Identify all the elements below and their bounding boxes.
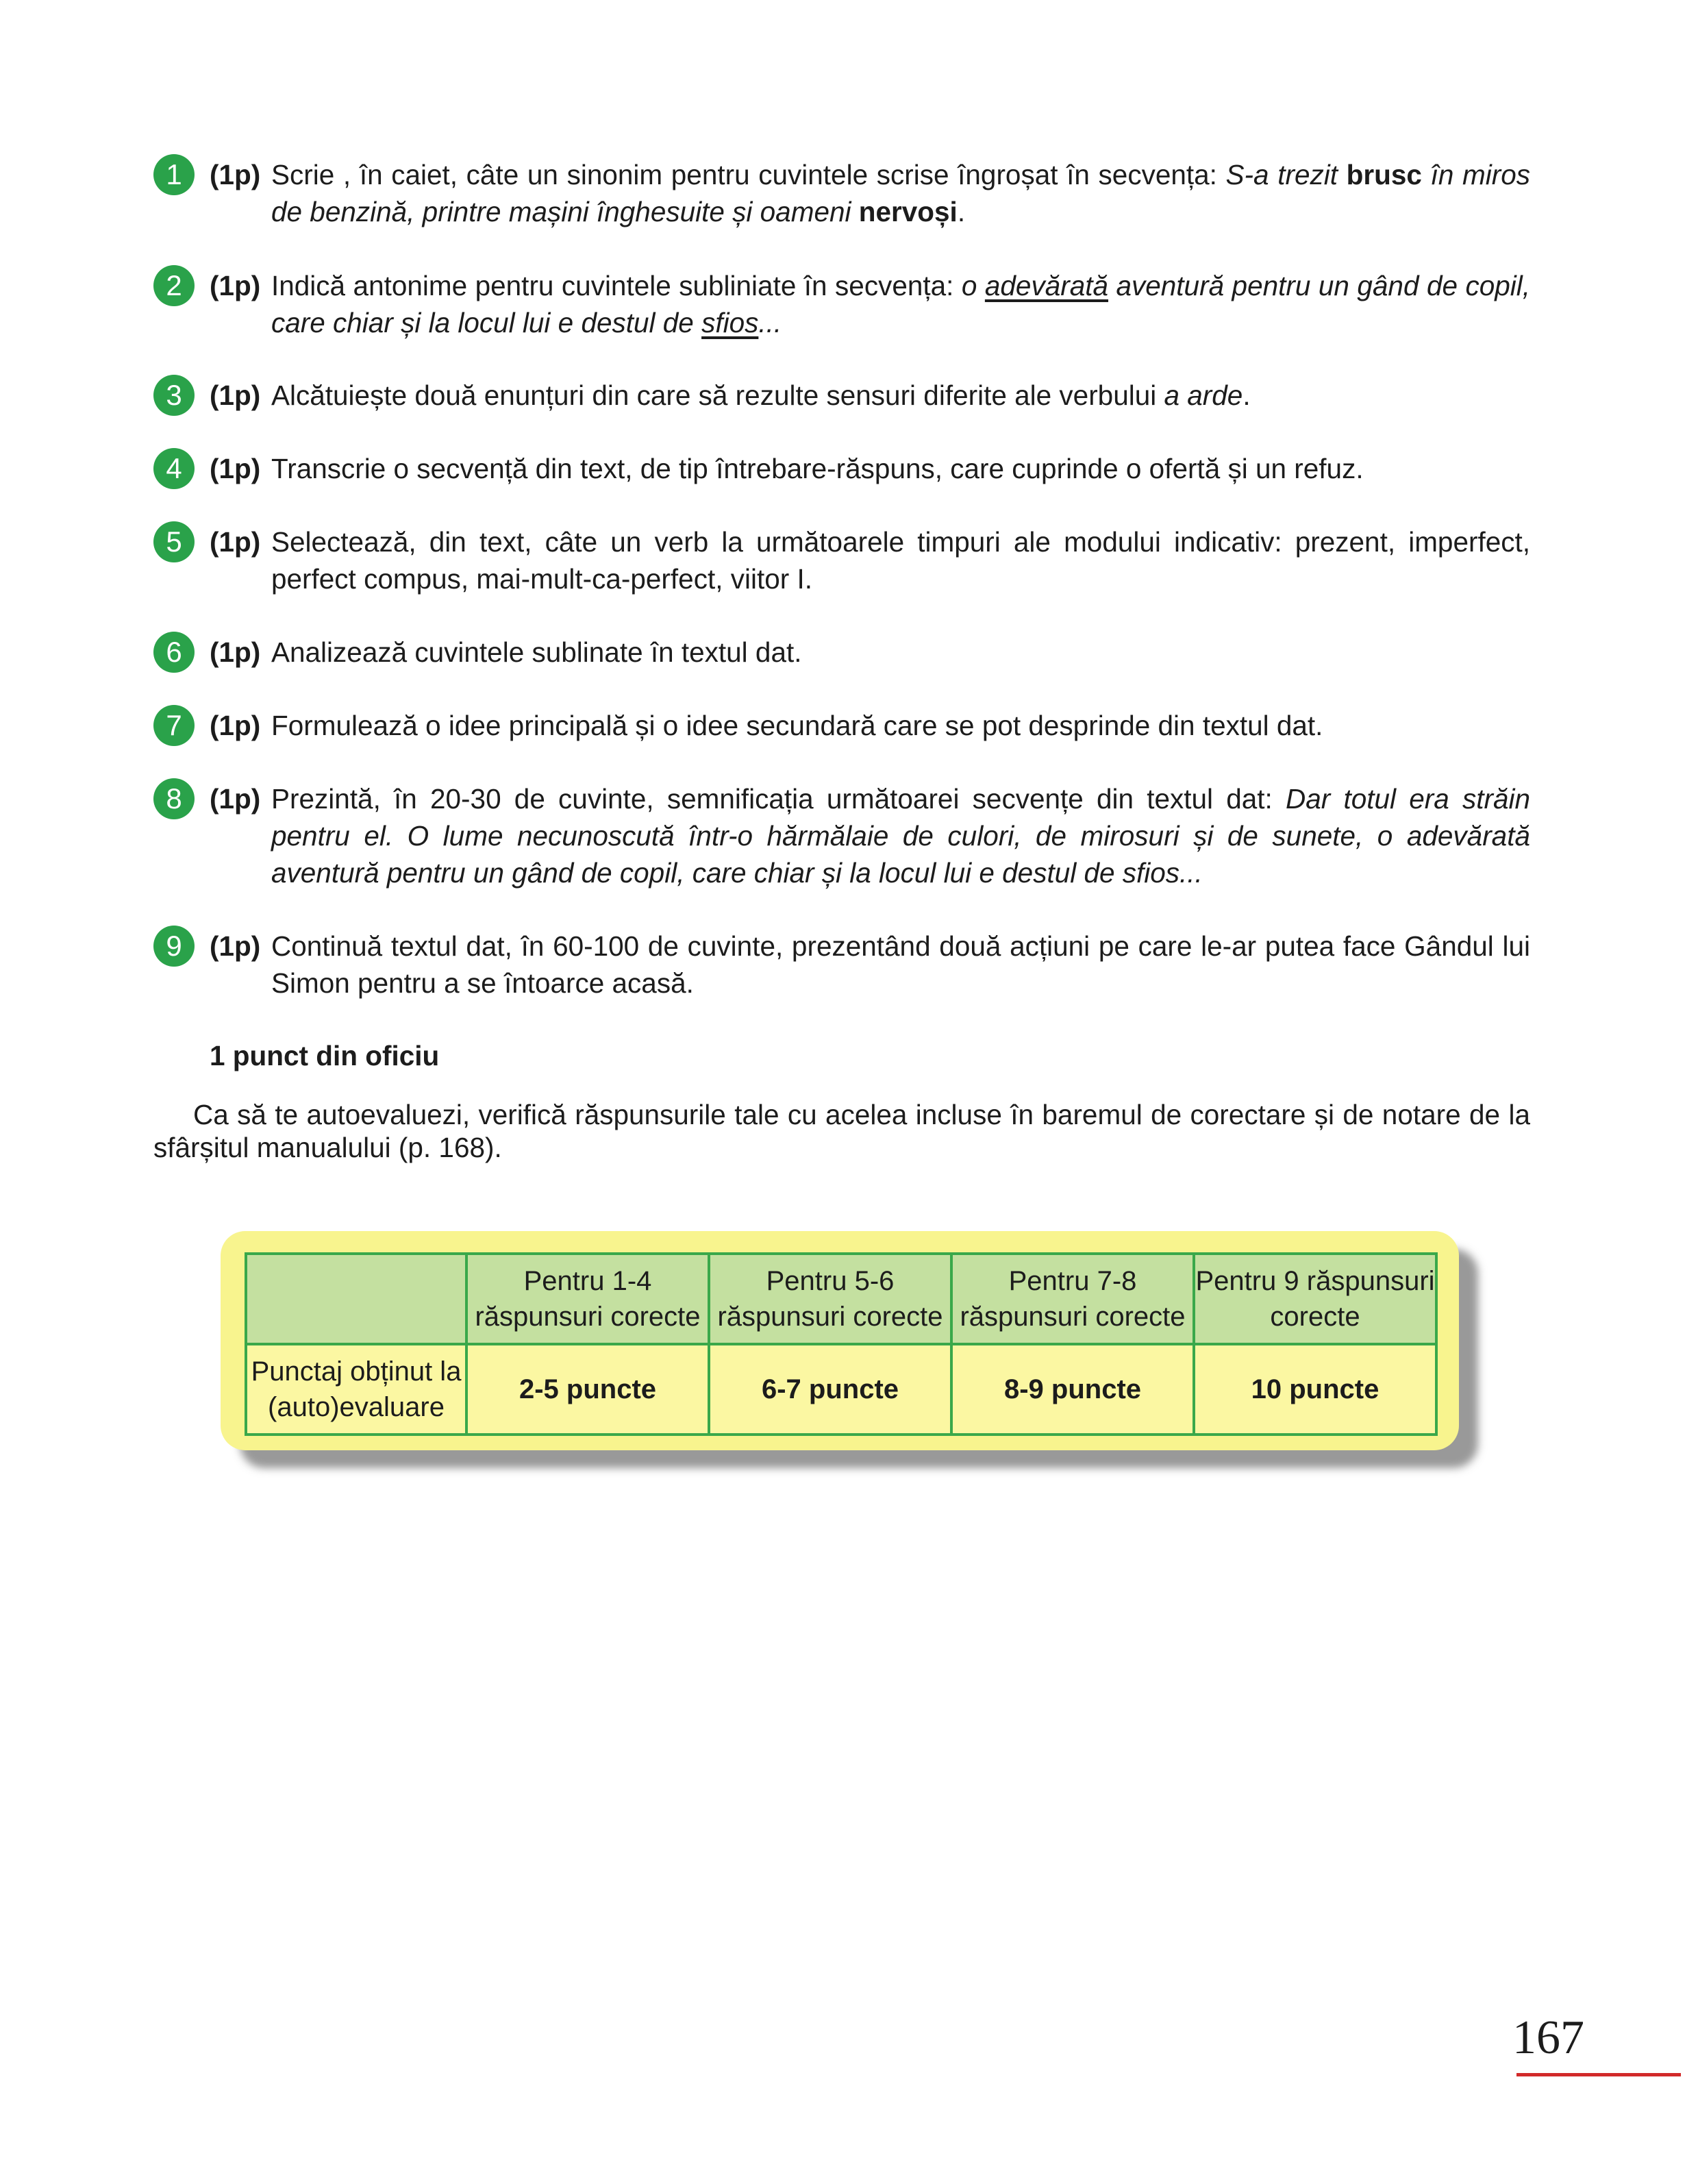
text-run: ... <box>758 307 782 338</box>
text-run: a arde <box>1164 380 1243 411</box>
header-cell: Pentru 5-6 răspunsuri corecte <box>709 1254 951 1344</box>
oficiu-label: 1 punct din oficiu <box>210 1040 440 1071</box>
table-row <box>246 1344 1436 1435</box>
points-label: (1p) <box>210 159 261 190</box>
text-run: o <box>961 270 985 301</box>
text-run: Alcătuiește două enunțuri din care să rezulte sensuri diferite ale verbului <box>271 380 1164 411</box>
text-run: S-a trezit <box>1225 159 1347 190</box>
text-run: . <box>1243 380 1251 411</box>
number-badge: 9 <box>153 926 195 967</box>
score-cell: 8-9 puncte <box>951 1344 1194 1435</box>
text-run: Dar totul era străin pentru el. O lume necunoscută într-o hărmălaie de culori, de mirosuri și de sunete, o adevărată aventură pentru un gând de copil, care chiar și la locul lui e destul de sfios... <box>271 783 1530 889</box>
points-label: (1p) <box>210 783 261 815</box>
number-badge: 7 <box>153 705 195 746</box>
header-cell: Pentru 1-4 răspunsuri corecte <box>466 1254 709 1344</box>
question-text <box>271 523 1530 597</box>
question-5 <box>153 523 1530 597</box>
text-run: Prezintă, în 20-30 de cuvinte, semnificația următoarei secvențe din textul dat: <box>271 783 1286 815</box>
question-8 <box>153 780 1530 891</box>
header-cell: Pentru 7-8 răspunsuri corecte <box>951 1254 1194 1344</box>
points-label: (1p) <box>210 453 261 484</box>
number-badge: 6 <box>153 632 195 673</box>
underlined-word: sfios <box>701 307 759 338</box>
points-label: (1p) <box>210 380 261 411</box>
question-text <box>271 267 1530 341</box>
text-run: . <box>957 196 966 227</box>
underlined-word: adevărată <box>984 270 1109 301</box>
text-run: Selectează, din text, câte un verb la următoarele timpuri ale modului indicativ: prezent, imperfect, perfect compus, mai-mult-ca-perfect, viitor I. <box>271 526 1530 595</box>
points-label: (1p) <box>210 270 261 301</box>
question-text <box>271 156 1530 230</box>
question-text <box>271 450 1530 487</box>
score-cell: 2-5 puncte <box>466 1344 709 1435</box>
self-evaluation-note: Ca să te autoevaluezi, verifică răspunsurile tale cu acelea incluse în baremul de corectare și de notare de la sfârșitul manualului (p. 168). <box>153 1099 1530 1163</box>
header-cell: Pentru 9 răspunsuri corecte <box>1194 1254 1436 1344</box>
text-run: Indică antonime pentru cuvintele subliniate în secvența: <box>271 270 962 301</box>
text-run: brusc <box>1346 159 1422 190</box>
table-header-row <box>246 1254 1436 1344</box>
question-2 <box>153 267 1530 341</box>
question-1 <box>153 156 1530 230</box>
question-text <box>271 707 1530 744</box>
text-run: Analizează cuvintele sublinate în textul dat. <box>271 636 802 668</box>
question-text <box>271 780 1530 891</box>
row-label: Punctaj obținut la (auto)evaluare <box>246 1344 466 1435</box>
text-run: Scrie , în caiet, câte un sinonim pentru cuvintele scrise îngroșat în secvența: <box>271 159 1226 190</box>
number-badge: 3 <box>153 375 195 416</box>
question-text <box>271 377 1530 414</box>
points-label: (1p) <box>210 710 261 741</box>
number-badge: 2 <box>153 265 195 306</box>
points-label: (1p) <box>210 636 261 668</box>
points-label: (1p) <box>210 526 261 558</box>
text-run: nervoși <box>858 196 958 227</box>
number-badge: 8 <box>153 778 195 819</box>
question-9 <box>153 928 1530 1002</box>
header-cell-empty <box>246 1254 466 1344</box>
evaluation-table <box>245 1252 1438 1436</box>
question-text <box>271 634 1530 671</box>
question-3 <box>153 377 1530 414</box>
text-run: Transcrie o secvență din text, de tip întrebare-răspuns, care cuprinde o ofertă și un refuz. <box>271 453 1364 484</box>
points-label: (1p) <box>210 930 261 962</box>
number-badge: 1 <box>153 154 195 195</box>
question-7 <box>153 707 1530 744</box>
number-badge: 5 <box>153 521 195 562</box>
question-text <box>271 928 1530 1002</box>
text-run: aventură pentru un gând de copil, care chiar și la locul lui e destul de <box>271 270 1530 338</box>
text-run: Continuă textul dat, în 60-100 de cuvinte, prezentând două acțiuni pe care le-ar putea face Gândul lui Simon pentru a se întoarce acasă. <box>271 930 1530 999</box>
number-badge: 4 <box>153 448 195 489</box>
page-number-rule <box>1516 2073 1681 2076</box>
page-number: 167 <box>1512 2011 1584 2064</box>
score-cell: 10 puncte <box>1194 1344 1436 1435</box>
score-cell: 6-7 puncte <box>709 1344 951 1435</box>
question-6 <box>153 634 1530 671</box>
question-4 <box>153 450 1530 487</box>
text-run: în miros de benzină, printre mașini înghesuite și oameni <box>271 159 1530 227</box>
text-run: Formulează o idee principală și o idee secundară care se pot desprinde din textul dat. <box>271 710 1323 741</box>
